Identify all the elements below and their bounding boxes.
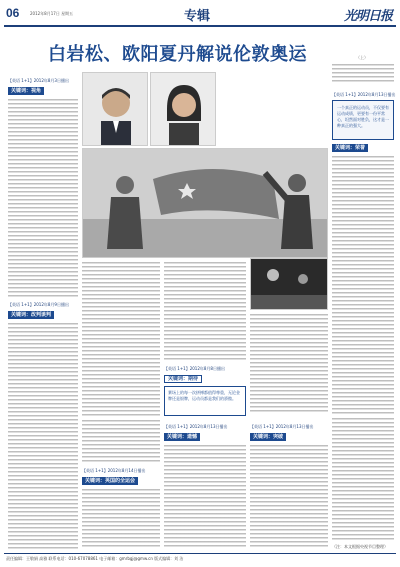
segment-source-1: 【英语 1+1】2012年8月3日播出 [8,78,69,83]
portrait-photo-man [82,72,148,146]
article-column [82,262,160,416]
segment-kicker-3: 关键词：改判谈判 [8,311,54,319]
paper-logo: 光明日报 [343,9,392,24]
segment-source-3: 【英语 1+1】2012年8月9日播出 [8,302,69,307]
page-headline: 白岩松、欧阳夏丹解说伦敦奥运 [48,44,307,65]
article-column-right [332,418,394,540]
article-column [250,314,328,414]
footer-rule [4,553,396,554]
segment-kicker-4: 关键词：荣誉 [332,144,368,152]
quote-box [332,100,394,140]
article-column [164,445,246,549]
article-column [82,489,160,549]
segment-source-4: 【英语 1+1】2012年8月13日播出 [332,92,396,97]
segment-kicker-7: 关键词：英国的全运会 [82,477,138,485]
stage-photo-image [251,259,328,310]
article-column [8,323,78,549]
masthead [0,0,400,30]
segment-source-5: 【英语 1+1】2012年8月13日播出 [250,424,314,429]
pull-quote: 赛场上的每一次拼搏都值得尊重，无论金牌还是银牌，运动员都是我们的骄傲。 [164,386,246,416]
date-line: 2012年8月17日 星期五 [30,11,74,16]
feature-photo-image [83,149,328,258]
section-title: 专辑 [184,9,211,24]
top-rule [4,25,396,27]
segment-source-7: 【英语 1+1】2012年8月14日播出 [82,468,146,473]
portrait-man-image [83,73,148,146]
segment-source-2: 【英语 1+1】2012年8月8日播出 [164,366,225,371]
article-column-right-top [332,64,394,82]
article-column [164,262,246,362]
portrait-photo-woman [150,72,216,146]
footer-credits: 责任编辑：王敬娟 高雅 联系电话：010-67078861 电子邮箱：gmrbgj@gmw.cn 版式编辑：刘 洁 [6,556,184,561]
headline-part: （上） [356,55,368,60]
article-column-right [332,156,394,414]
page-number: 06 [6,6,20,20]
end-note: （注：本文根据央视节目整理） [332,544,388,549]
article-column [250,445,328,549]
article-column [8,99,78,297]
segment-kicker-1: 关键词：视角 [8,87,44,95]
segment-kicker-2: 关键词：期待 [164,375,202,383]
segment-source-6: 【英语 1+1】2012年8月13日播出 [164,424,228,429]
segment-kicker-6: 关键词：遗憾 [164,433,200,441]
segment-kicker-5: 关键词：突破 [250,433,286,441]
feature-photo-stage [250,258,328,310]
quote-text: 一个真正的运动员，不仅要有运动成绩，更要有一份平常心，坦然面对胜负，这才是一种真正的强大。 [337,105,389,128]
feature-photo-flag-athletes [82,148,328,258]
article-column [82,420,160,462]
portrait-woman-image [151,73,216,146]
